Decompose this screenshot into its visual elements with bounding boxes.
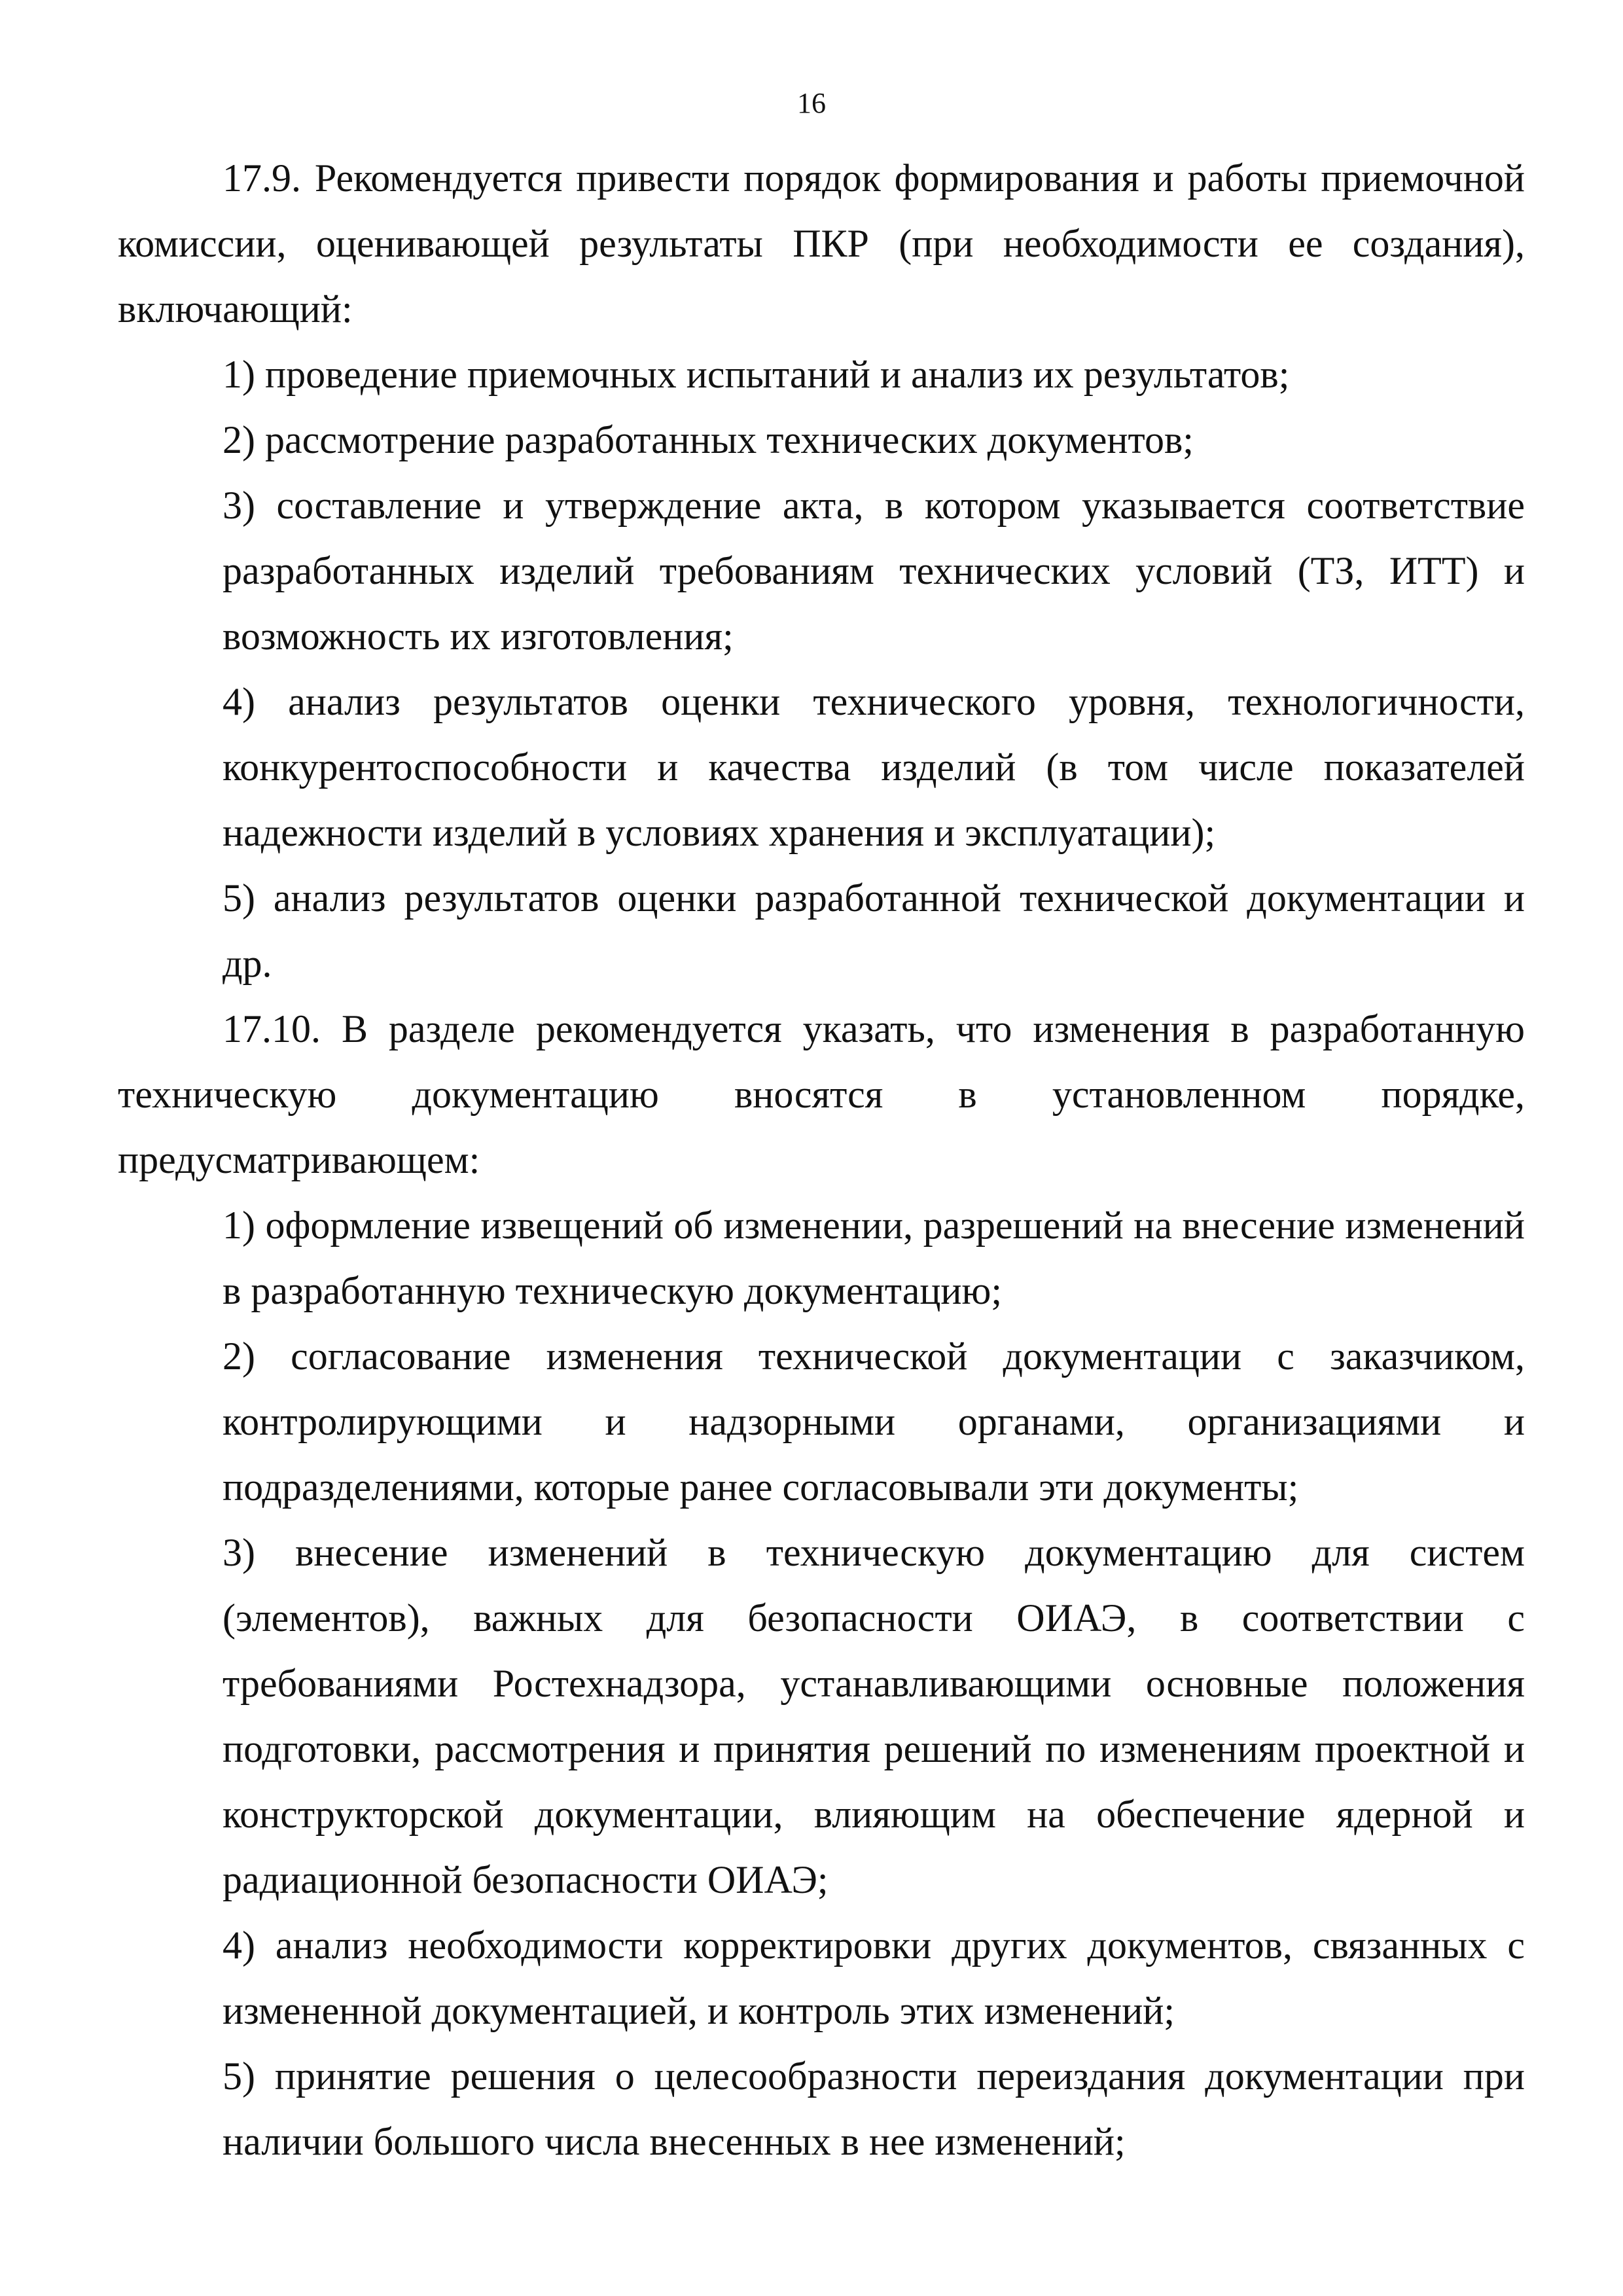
list-item-17-9-4: 4) анализ результатов оценки технического уровня, технологичности, конкурентоспособности и качества изделий (в том числе показателей надежности изделий в условиях хранения и эксплуатации); [223, 680, 1525, 854]
list-item-17-9-5: 5) анализ результатов оценки разработанной технической документации и др. [223, 876, 1525, 985]
list-item-17-10-4: 4) анализ необходимости корректировки других документов, связанных с измененной документацией, и контроль этих изменений; [223, 1924, 1525, 2032]
list-item-17-10-3: 3) внесение изменений в техническую документацию для систем (элементов), важных для безопасности ОИАЭ, в соответствии с требованиями Ростехнадзора, устанавливающими основные положения подготовки, рассмотрения и принятия решений по изменениям проектной и конструкторской документации, влияющим на обеспечение ядерной и радиационной безопасности ОИАЭ; [223, 1531, 1525, 1901]
list-item-17-9-2: 2) рассмотрение разработанных технических документов; [223, 418, 1194, 461]
list-item-17-10-1: 1) оформление извещений об изменении, разрешений на внесение изменений в разработанную техническую документацию; [223, 1204, 1525, 1312]
paragraph-17-9: 17.9. Рекомендуется привести порядок формирования и работы приемочной комиссии, оценивающей результаты ПКР (при необходимости ее создания), включающий: [118, 156, 1525, 331]
document-body [118, 145, 1525, 2174]
list-item-17-10-2: 2) согласование изменения технической документации с заказчиком, контролирующими и надзорными органами, организациями и подразделениями, которые ранее согласовывали эти документы; [223, 1335, 1525, 1509]
list-item-17-9-1: 1) проведение приемочных испытаний и анализ их результатов; [223, 353, 1290, 396]
list-item-17-9-3: 3) составление и утверждение акта, в котором указывается соответствие разработанных изделий требованиям технических условий (ТЗ, ИТТ) и возможность их изготовления; [223, 484, 1525, 658]
paragraph-17-10: 17.10. В разделе рекомендуется указать, что изменения в разработанную техническую документацию вносятся в установленном порядке, предусматривающем: [118, 1007, 1525, 1181]
page-number: 16 [797, 87, 826, 119]
list-item-17-10-5: 5) принятие решения о целесообразности переиздания документации при наличии большого числа внесенных в нее изменений; [223, 2054, 1525, 2163]
